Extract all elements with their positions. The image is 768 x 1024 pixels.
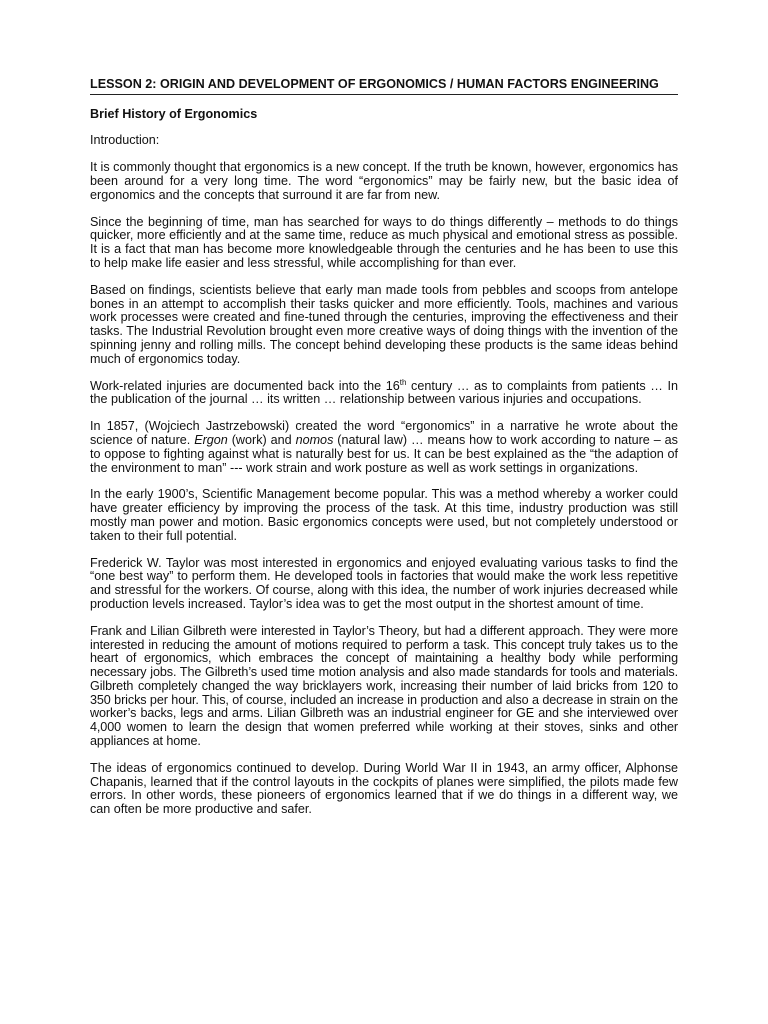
superscript-th: th [399,377,407,387]
paragraph-3: Based on findings, scientists believe that early man made tools from pebbles and scoops from antelope bones in an attempt to accomplish their tasks quicker and more efficiently. Tools, machines and various work processes were created and fine-tuned through the centuries, improving the effectiveness and their tasks. The Industrial Revolution brought even more creative ways of doing things with the invention of the spinning jenny and rolling mills. The concept behind developing these products is the same ideas behind much of ergonomics today. [90,282,678,366]
paragraph-5 [90,420,678,475]
term-nomos: nomos [295,432,334,447]
paragraph-6: In the early 1900’s, Scientific Management become popular. This was a method whereby a worker could have greater efficiency by improving the process of the task. At this time, industry production was still mostly man power and motion. Basic ergonomics concepts were used, but not completely understood or taken to their full potential. [90,487,678,543]
document-page [90,78,678,817]
paragraph-4-text-end: century … as to complaints from patients … In the publication of the journal … its written … relationship between various injuries and occupations. [90,378,678,407]
paragraph-8: Frank and Lilian Gilbreth were interested in Taylor’s Theory, but had a different approach. They were more interested in reducing the amount of motions required to perform a task. This concept truly takes us to the heart of ergonomics, which embraces the concept of maintaining a healthy body while performing necessary jobs. The Gilbreth’s used time motion analysis and also made standards for tools and materials. Gilbreth completely changed the way bricklayers work, increasing their number of laid bricks from 120 to 350 bricks per hour. This, of course, included an increase in production and also a decrease in strain on the worker’s backs, legs and arms. Lilian Gilbreth was an industrial engineer for GE and she interviewed over 4,000 women to learn the design that women preferred while working at their stoves, sinks and other appliances at home. [90,623,678,749]
introduction-label: Introduction: [90,133,160,148]
paragraph-5-text-2: (work) and [227,432,296,447]
paragraph-2: Since the beginning of time, man has searched for ways to do things differently – methods to do things quicker, more efficiently and at the same time, reduce as much physical and emotional stress as possible. It is a fact that man has become more knowledgeable through the centuries and he has been to use this to help make life easier and less stressful, while accomplishing for than ever. [90,214,678,270]
paragraph-4 [90,377,678,408]
paragraph-1: It is commonly thought that ergonomics is a new concept. If the truth be known, however, ergonomics has been around for a very long time. The word “ergonomics” may be fairly new, but the basic idea of ergonomics and the concepts that surround it are far from new. [90,160,678,202]
paragraph-4-text-start: Work-related injuries are documented back into the 16 [90,378,400,393]
paragraph-9: The ideas of ergonomics continued to develop. During World War II in 1943, an army officer, Alphonse Chapanis, learned that if the control layouts in the cockpits of planes were simplified, the pilots made few errors. In other words, these pioneers of ergonomics learned that if we do things in a different way, we can often be more productive and safer. [90,760,678,817]
paragraph-5-text-3: (natural law) … means how to work according to nature – as to oppose to fighting against what is naturally best for us. It can be best explained as the “the adaption of the environment to man” --- work strain and work posture as well as work settings in organizations. [90,432,678,475]
paragraph-7: Frederick W. Taylor was most interested in ergonomics and enjoyed evaluating various tasks to find the “one best way” to perform them. He developed tools in factories that would make the work less repetitive and stressful for the workers. Of course, along with this idea, the number of work injuries decreased while production levels increased. Taylor’s idea was to get the most output in the shortest amount of time. [90,555,678,611]
paragraph-5-text-1: In 1857, (Wojciech Jastrzebowski) created the word “ergonomics” in a narrative he wrote about the science of nature. [90,419,678,447]
lesson-title: LESSON 2: ORIGIN AND DEVELOPMENT OF ERGONOMICS / HUMAN FACTORS ENGINEERING [90,78,678,95]
section-title: Brief History of Ergonomics [90,106,258,121]
term-ergon: Ergon [194,432,228,447]
